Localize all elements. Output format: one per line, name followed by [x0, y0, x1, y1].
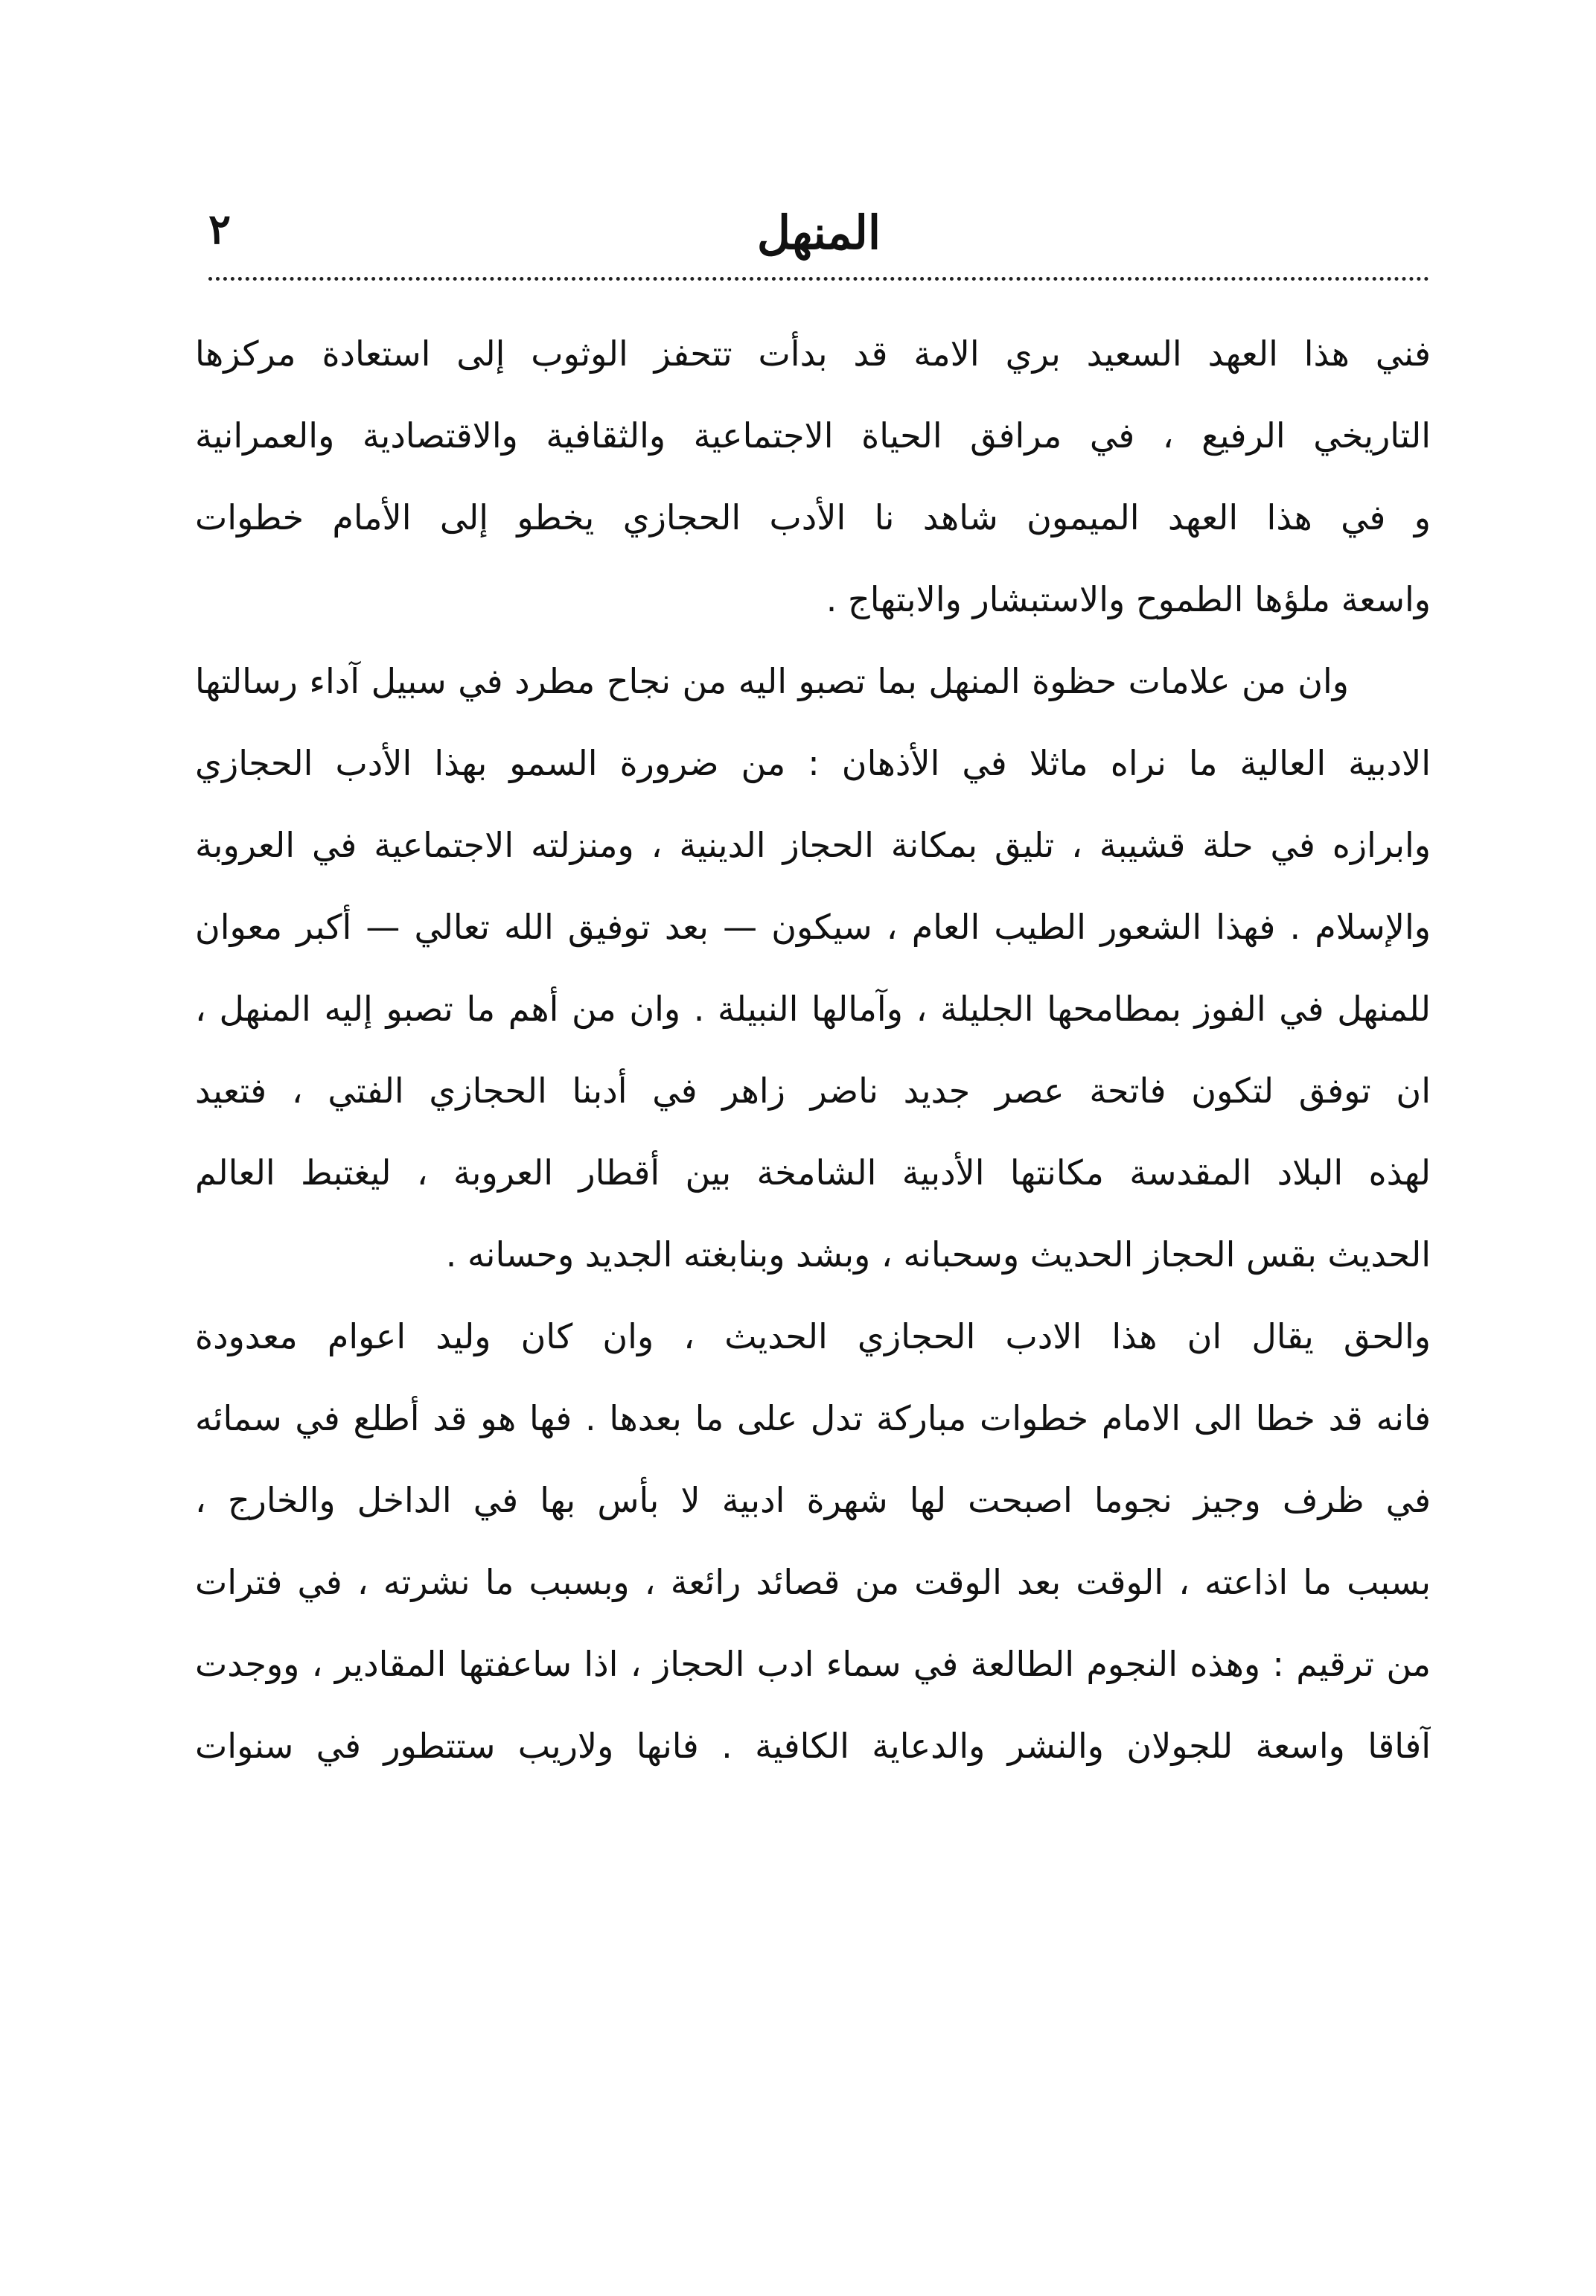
- page-header: [208, 200, 1429, 267]
- text-line: لهذه البلاد المقدسة مكانتها الأدبية الشامخة بين أقطار العروبة ، ليغتبط العالم: [195, 1152, 1431, 1193]
- dotted-divider: [208, 277, 1429, 281]
- text-line: فني هذا العهد السعيد بري الامة قد بدأت تتحفز الوثوب إلى استعادة مركزها: [195, 334, 1431, 374]
- text-line: الحديث بقس الحجاز الحديث وسحبانه ، وبشد وبنابغته الجديد وحسانه .: [445, 1234, 1431, 1275]
- text-line: ان توفق لتكون فاتحة عصر جديد ناضر زاهر في أدبنا الحجازي الفتي ، فتعيد: [195, 1071, 1431, 1111]
- body-text: [195, 313, 1431, 1787]
- running-title: المنهل: [756, 205, 881, 260]
- text-line: آفاقا واسعة للجولان والنشر والدعاية الكافية . فانها ولاريب ستتطور في سنوات: [195, 1726, 1431, 1766]
- text-line: وان من علامات حظوة المنهل بما تصبو اليه من نجاح مطرد في سبيل آداء رسالتها: [195, 661, 1349, 701]
- text-line: وابرازه في حلة قشيبة ، تليق بمكانة الحجاز الدينية ، ومنزلته الاجتماعية في العروبة: [195, 825, 1431, 865]
- text-line: و في هذا العهد الميمون شاهد نا الأدب الحجازي يخطو إلى الأمام خطوات: [195, 497, 1431, 538]
- text-line: واسعة ملؤها الطموح والاستبشار والابتهاج .: [826, 579, 1431, 619]
- text-line: فانه قد خطا الى الامام خطوات مباركة تدل على ما بعدها . فها هو قد أطلع في سمائه: [195, 1398, 1431, 1438]
- text-line: في ظرف وجيز نجوما اصبحت لها شهرة ادبية لا بأس بها في الداخل والخارج ،: [195, 1480, 1431, 1520]
- text-line: بسبب ما اذاعته ، الوقت بعد الوقت من قصائد رائعة ، وبسبب ما نشرته ، في فترات: [195, 1562, 1431, 1602]
- text-line: من ترقيم : وهذه النجوم الطالعة في سماء ادب الحجاز ، اذا ساعفتها المقادير ، ووجدت: [195, 1644, 1431, 1684]
- text-line: التاريخي الرفيع ، في مرافق الحياة الاجتماعية والثقافية والاقتصادية والعمرانية: [195, 415, 1431, 456]
- text-line: والحق يقال ان هذا الادب الحجازي الحديث ، وان كان وليد اعوام معدودة: [195, 1316, 1431, 1356]
- text-line: والإسلام . فهذا الشعور الطيب العام ، سيكون — بعد توفيق الله تعالي — أكبر معوان: [195, 907, 1431, 947]
- text-line: للمنهل في الفوز بمطامحها الجليلة ، وآمالها النبيلة . وان من أهم ما تصبو إليه المنهل ،: [195, 989, 1431, 1029]
- text-line: الادبية العالية ما نراه ماثلا في الأذهان : من ضرورة السمو بهذا الأدب الحجازي: [195, 743, 1431, 783]
- page-number: ٢: [208, 205, 232, 254]
